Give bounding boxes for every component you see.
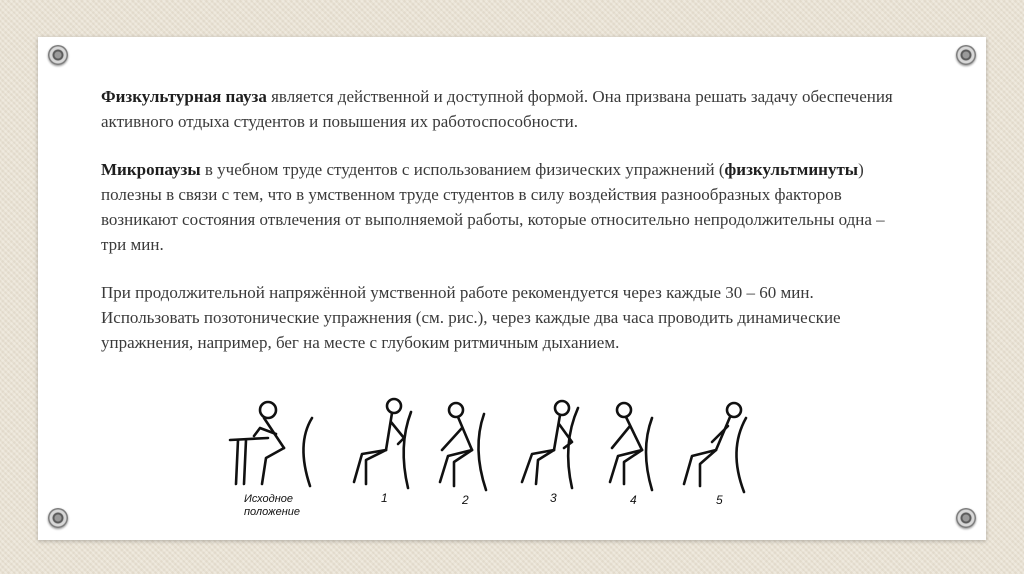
pose-number: 2 xyxy=(462,493,469,507)
pin-icon xyxy=(48,45,68,65)
term-fizkultminutes: физкультминуты xyxy=(724,160,859,179)
paragraph-text: в учебном труде студентов с использованием физических упражнений ( xyxy=(200,160,725,179)
pin-icon xyxy=(48,508,68,528)
paragraph-text: ) полезны в связи с тем, что в умственном труде студентов в силу воздействия разнообразных факторов возникают состояния отвлечения от выполняемой работы, которые относительно непродолжительны одна – три мин. xyxy=(101,160,885,254)
term-micropauses: Микропаузы xyxy=(101,160,201,179)
pose-4-figure xyxy=(610,403,652,490)
pose-start-label: положение xyxy=(244,506,300,518)
pose-3-figure xyxy=(522,401,578,488)
pose-number: 3 xyxy=(550,491,557,505)
paragraph-text: является действенной и доступной формой. Она призвана решать задачу обеспечения активного отдыха студентов и повышения их работоспособности. xyxy=(101,87,893,131)
slide-text xyxy=(101,84,901,378)
pose-start-label: Исходное xyxy=(244,493,293,505)
pose-number: 4 xyxy=(630,493,637,507)
pose-5-figure xyxy=(684,403,746,492)
pose-number: 5 xyxy=(716,493,723,507)
paragraph-text: При продолжительной напряжённой умственной работе рекомендуется через каждые 30 – 60 мин. Использовать позотонические упражнения (см. рис.), через каждые два часа проводить динамические упражнения, например, бег на месте с глубоким ритмичным дыханием. xyxy=(101,283,841,352)
paragraph-recommendation xyxy=(101,280,901,355)
pin-icon xyxy=(956,508,976,528)
paragraph-fizkult-pause xyxy=(101,84,901,134)
term-fizkult-pause: Физкультурная пауза xyxy=(101,87,267,106)
pose-start-figure xyxy=(230,402,312,486)
pose-2-figure xyxy=(440,403,486,490)
pin-icon xyxy=(956,45,976,65)
exercise-figure xyxy=(216,394,762,522)
paragraph-micropauses xyxy=(101,157,901,257)
pose-1-figure xyxy=(354,399,411,488)
pose-number: 1 xyxy=(381,491,388,505)
